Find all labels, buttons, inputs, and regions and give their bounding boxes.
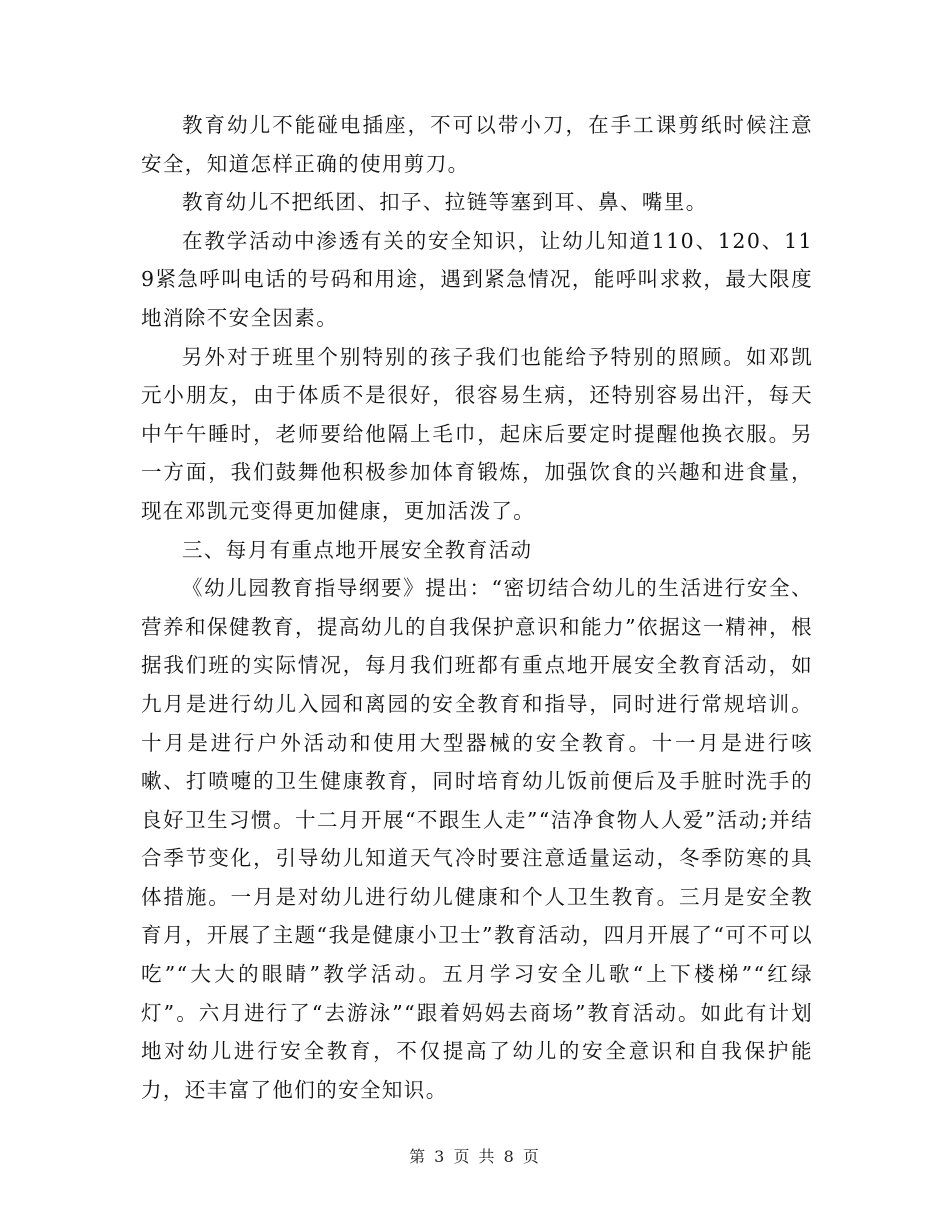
paragraph-small-objects: 教育幼儿不把纸团、扣子、拉链等塞到耳、鼻、嘴里。 xyxy=(182,190,708,215)
paragraph-scissors-safety: 教育幼儿不能碰电插座，不可以带小刀，在手工课剪纸时候注意安全，知道怎样正确的使用剪刀。 xyxy=(141,113,813,176)
paragraph-special-care: 另外对于班里个别特别的孩子我们也能给予特别的照顾。如邓凯元小朋友，由于体质不是很好，很容易生病，还特别容易出汗，每天中午午睡时，老师要给他隔上毛巾，起床后要定时提醒他换衣服。另一方面，我们鼓舞他积极参加体育锻炼，加强饮食的兴趣和进食量，现在邓凯元变得更加健康，更加活泼了。 xyxy=(141,344,813,523)
page-number-footer: 第 3 页 共 8 页 xyxy=(409,1147,541,1166)
section-heading-monthly-activities: 三、每月有重点地开展安全教育活动 xyxy=(182,537,533,562)
paragraph-emergency-numbers: 在教学活动中渗透有关的安全知识，让幼儿知道110、120、119紧急呼叫电话的号码和用途，遇到紧急情况，能呼叫求救，最大限度地消除不安全因素。 xyxy=(141,228,813,330)
paragraph-monthly-activities: 《幼儿园教育指导纲要》提出：“密切结合幼儿的生活进行安全、营养和保健教育，提高幼儿的自我保护意识和能力”依据这一精神，根据我们班的实际情况，每月我们班都有重点地开展安全教育活动，如九月是进行幼儿入园和离园的安全教育和指导，同时进行常规培训。十月是进行户外活动和使用大型器械的安全教育。十一月是进行咳嗽、打喷嚏的卫生健康教育，同时培育幼儿饭前便后及手脏时洗手的良好卫生习惯。十二月开展“不跟生人走”“洁净食物人人爱”活动;并结合季节变化，引导幼儿知道天气冷时要注意适量运动，冬季防寒的具体措施。一月是对幼儿进行幼儿健康和个人卫生教育。三月是安全教育月，开展了主题“我是健康小卫士”教育活动，四月开展了“可不可以吃”“大大的眼睛”教学活动。五月学习安全儿歌“上下楼梯”“红绿灯”。六月进行了“去游泳”“跟着妈妈去商场”教育活动。如此有计划地对幼儿进行安全教育，不仅提高了幼儿的安全意识和自我保护能力，还丰富了他们的安全知识。 xyxy=(141,576,813,1102)
body-text xyxy=(141,106,813,1109)
